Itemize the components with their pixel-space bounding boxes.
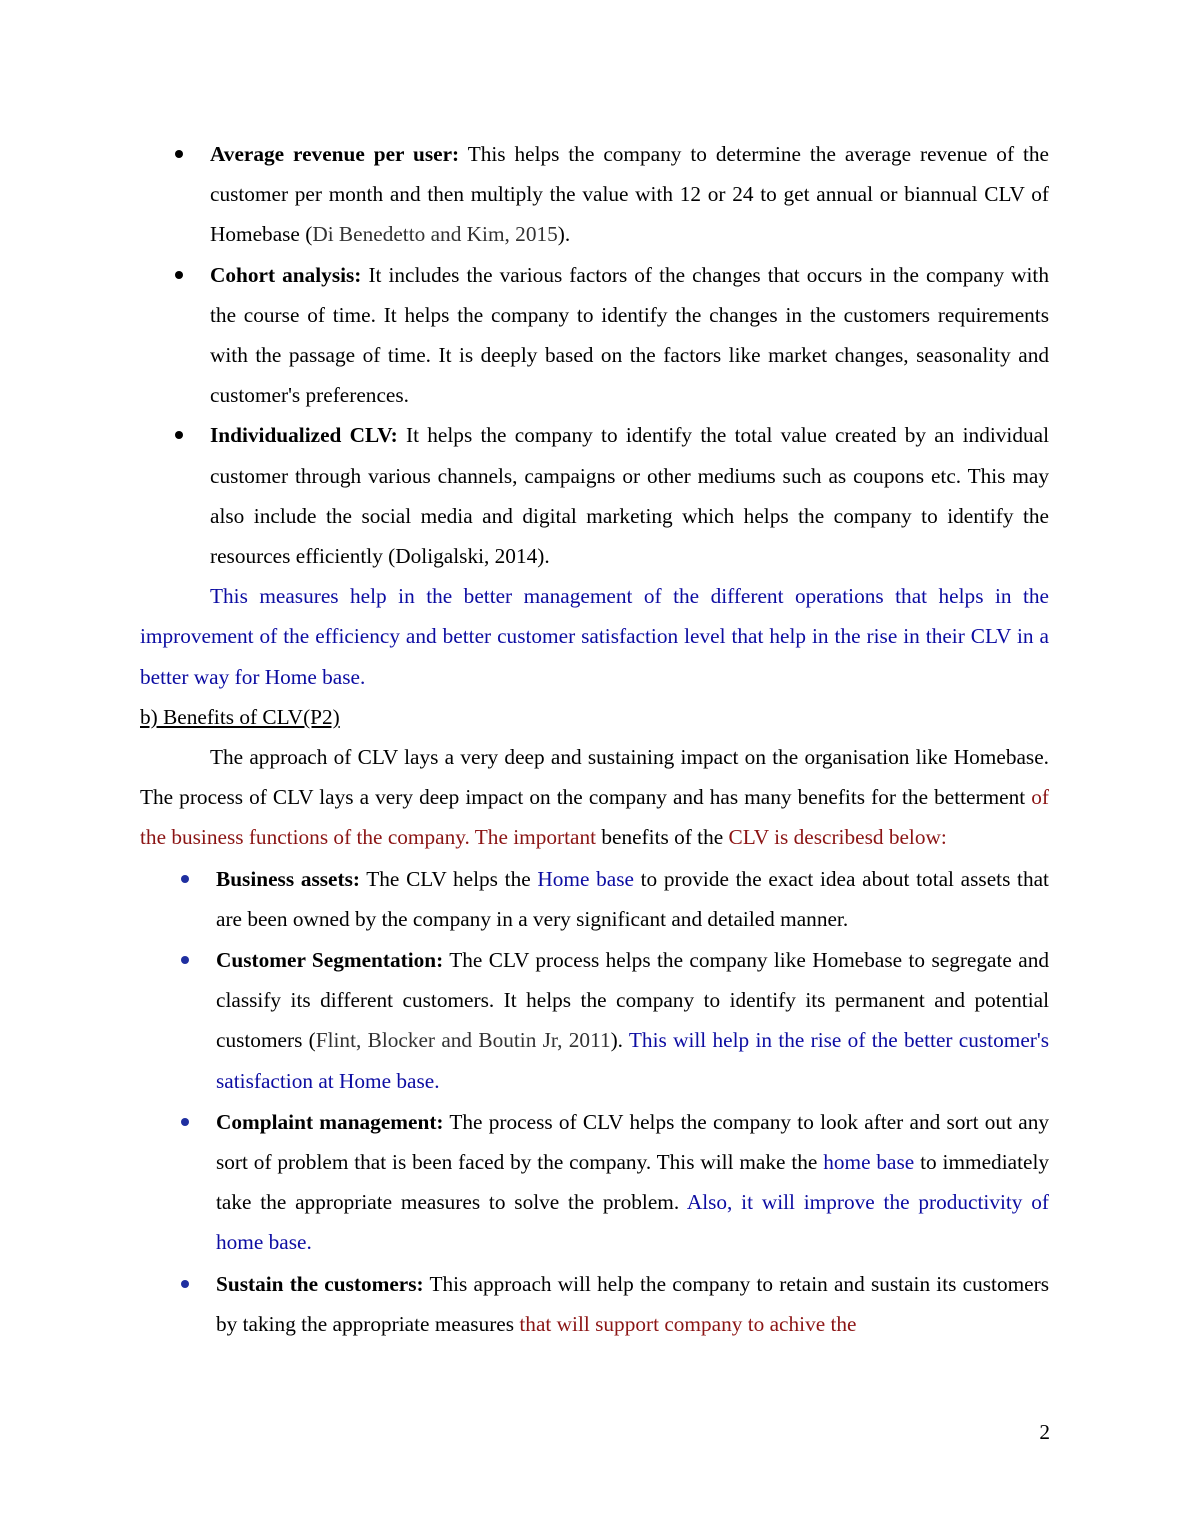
bullet-icon — [181, 1280, 189, 1288]
item-text: ). — [557, 222, 571, 247]
intro-text: benefits of the — [596, 825, 729, 850]
bullet-icon — [181, 875, 189, 883]
page-number: 2 — [1039, 1420, 1050, 1444]
bullet-icon — [175, 150, 183, 158]
term-label: Customer Segmentation: — [216, 948, 444, 973]
intro-text: The approach of CLV lays a very deep and sustaining impact on the organisation like Homebase. The process of CLV lays a very deep impact on the company and has many benefits for the betterment — [140, 745, 1049, 810]
list-item — [140, 255, 1049, 416]
item-text: The process of CLV helps the company to look after and sort out any sort of problem that is been faced by the company. This will make the — [216, 1109, 1049, 1175]
item-text: to immediately take the appropriate measures to solve the problem. — [216, 1150, 1050, 1215]
term-label: Complaint management: — [216, 1109, 444, 1134]
page-content — [140, 134, 1049, 1344]
item-text: This approach will help the company to retain and sustain its customers by taking the appropriate measures — [216, 1271, 1049, 1336]
highlight-text: that will support company to achive the — [519, 1311, 857, 1336]
term-label: Business assets: — [216, 866, 360, 891]
item-text: This helps the company to determine the average revenue of the customer per month and then multiply the value with 12 or 24 to get annual or biannual CLV of Homebase ( — [210, 142, 1049, 247]
list-item — [140, 134, 1049, 255]
clv-benefits-list — [140, 859, 1049, 1344]
citation: Flint, Blocker and Boutin Jr, 2011 — [315, 1028, 611, 1053]
list-item — [140, 1264, 1049, 1344]
section-b-heading: b) Benefits of CLV(P2) — [140, 704, 340, 729]
list-item — [140, 940, 1049, 1101]
highlight-text: Also, it will improve the productivity of home base. — [216, 1190, 1049, 1255]
bullet-icon — [175, 431, 183, 439]
section-a-conclusion: This measures help in the better management of the different operations that helps in the improvement of the efficiency and better customer satisfaction level that help in the rise in their CLV in a better way for Home base. — [140, 584, 1049, 689]
bullet-icon — [181, 1118, 189, 1126]
item-text: to provide the exact idea about total assets that are been owned by the company in a very significant and detailed manner. — [216, 866, 1049, 931]
list-item — [140, 415, 1049, 576]
list-item — [140, 859, 1049, 939]
highlight-text: home base — [823, 1150, 915, 1175]
item-text: It includes the various factors of the changes that occurs in the company with the course of time. It helps the company to identify the changes in the customers requirements with the passage of time. It is deeply based on the factors like market changes, seasonality and customer's preferences. — [210, 262, 1049, 408]
citation: Di Benedetto and Kim, 2015 — [312, 222, 558, 247]
term-label: Sustain the customers: — [216, 1271, 424, 1296]
item-text: ). — [610, 1028, 629, 1053]
item-text: The CLV process helps the company like Homebase to segregate and classify its different customers. It helps the company to identify its permanent and potential customers ( — [216, 948, 1050, 1053]
term-label: Individualized CLV: — [210, 423, 398, 448]
highlight-text: This will help in the rise of the better customer's satisfaction at Home base. — [216, 1028, 1049, 1093]
highlight-text: Home base — [537, 866, 634, 891]
term-label: Average revenue per user: — [210, 142, 460, 166]
intro-highlight: CLV is describesd below: — [728, 825, 947, 850]
item-text: It helps the company to identify the total value created by an individual customer through various channels, campaigns or other mediums such as coupons etc. This may also include the social media and digital marketing which helps the company to identify the resources efficiently (Doligalski, 2014). — [210, 423, 1049, 569]
bullet-icon — [181, 956, 189, 964]
term-label: Cohort analysis: — [210, 262, 362, 287]
item-text: The CLV helps the — [359, 866, 538, 891]
list-item — [140, 1102, 1049, 1263]
bullet-icon — [175, 271, 183, 279]
section-b-intro — [140, 737, 1049, 858]
clv-measures-list — [140, 134, 1049, 576]
intro-highlight: of the business functions of the company. The important — [140, 785, 1049, 850]
